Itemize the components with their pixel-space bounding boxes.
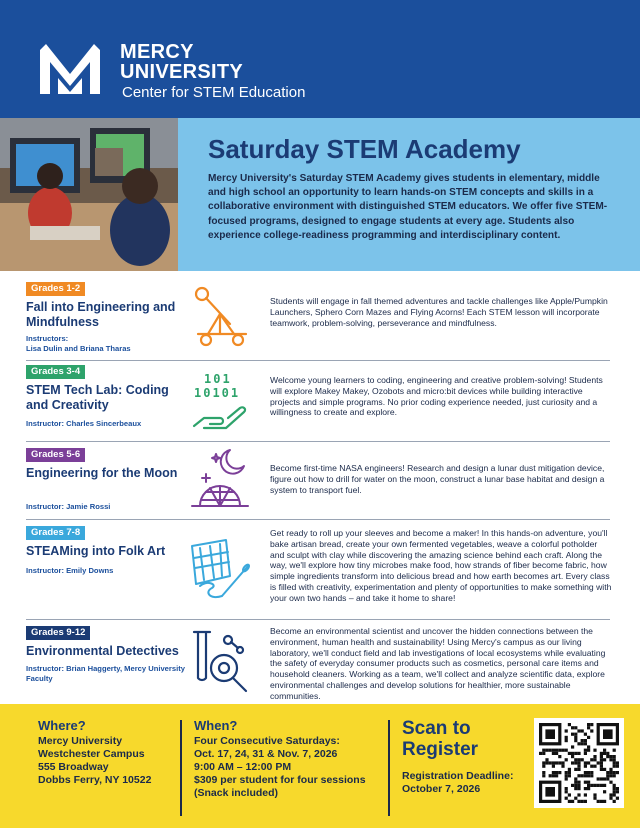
register-column [402,718,513,796]
when-heading: When? [194,718,238,733]
scan-title-line2: Register [402,739,479,760]
program-description-2: Welcome young learners to coding, engineering and creative problem-solving! Students will explore Makey Makey, Ozobots and micro:bit devices while building interactive projects and simple programs. No prior coding experience needed, just curiosity and a willingness to create and explore. [270,375,603,418]
where-line: 555 Broadway [38,761,109,773]
when-line: 9:00 AM – 12:00 PM [194,761,292,773]
program-instructor-3: Instructor: Jamie Rossi [26,502,111,511]
academy-title: Saturday STEM Academy [208,134,521,164]
grade-badge-5: Grades 9-12 [26,626,90,640]
program-title-3: Engineering for the Moon [26,466,178,480]
when-line: (Snack included) [194,787,279,799]
program-description-4: Get ready to roll up your sleeves and become a maker! In this hands-on adventure, you'll bake artisan bread, create your own fermented vegetables, weave a colorful potholder and sculpt with clay while discovering the amazing science behind each craft. Along the way, we'll explore how tiny microbes make food, how strands of fiber become fabric, how simple ingredients transform into delicious bread and how earth becomes art. Every class is filled with creativity, experimentation and plenty of opportunities to make something with your own two hands – and take it home to share! [270,528,612,603]
footer-separator [180,720,182,816]
university-name [120,42,243,82]
test-tube-magnifier-icon [186,628,254,696]
where-line: Dobbs Ferry, NY 10522 [38,774,152,786]
program-instructor-5: Instructor: Brian Haggerty, Mercy University Faculty [26,664,185,683]
when-line: $309 per student for four sessions [194,774,366,786]
university-name-line2: UNIVERSITY [120,61,244,83]
mercy-logo-icon [38,40,102,96]
deadline-date: October 7, 2026 [402,783,481,795]
academy-description: Mercy University's Saturday STEM Academy gives students in elementary, middle and high school an opportunity to learn hands-on STEM concepts and skills in a collaborative environment with distinguished STEM educators. We offer five STEM-focused programs, designed to engage students at every age. Students also experience college-readiness programming and interdisciplinary content. [208,173,608,241]
grade-badge-1: Grades 1-2 [26,282,85,296]
students-photo [0,118,178,271]
binary-hand-icon [186,370,254,438]
divider [26,519,610,520]
grade-badge-2: Grades 3-4 [26,365,85,379]
where-column [38,718,151,787]
header-banner [0,0,640,118]
program-description-1: Students will engage in fall themed adventures and tackle challenges like Apple/Pumpkin Launchers, Sphero Corn Mazes and Flying Acorns! Each STEM lesson will incorporate teamwork, problem-solving, perseverance and mindfulness. [270,296,608,328]
grade-badge-4: Grades 7-8 [26,526,85,540]
divider [26,441,610,442]
divider [26,619,610,620]
divider [26,360,610,361]
where-line: Westchester Campus [38,748,145,760]
deadline-label: Registration Deadline: [402,770,514,782]
where-heading: Where? [38,718,86,733]
fabric-needle-icon [186,536,254,604]
program-title-1: Fall into Engineering and Mindfulness [26,300,176,329]
when-column [194,718,366,800]
qr-code-icon[interactable] [534,718,624,808]
program-instructor-names-1: Lisa Dulin and Briana Tharas [26,344,131,353]
where-line: Mercy University [38,735,123,747]
when-line: Oct. 17, 24, 31 & Nov. 7, 2026 [194,748,338,760]
hero-section [0,118,640,271]
program-description-5: Become an environmental scientist and uncover the hidden connections between the environment, human health and sustainability! Using Mercy's campus as our living laboratory, we'll conduct field and lab investigations of local ecosystems while evaluating the safety of everyday consumer products such as cosmetics, personal care items and household cleaners. Working as a team, we'll collect and analyze scientific data, explore environmental challenges and develop solutions for healthier, more sustainable communities. [270,626,606,701]
when-line: Four Consecutive Saturdays: [194,735,340,747]
program-instructor-label-1: Instructors: [26,334,69,343]
binary-text-2: 10101 [194,386,241,400]
program-title-5: Environmental Detectives [26,644,179,658]
program-instructor-1 [26,334,191,354]
program-description-3: Become first-time NASA engineers! Research and design a lunar dust mitigation device, figure out how to drill for water on the moon, construct a lunar base habitat and design a system to transport fuel. [270,463,605,495]
scan-title-line1: Scan to [402,718,471,739]
university-name-line1: MERCY [120,41,194,63]
binary-text-1: 101 [204,372,232,386]
program-instructor-2: Instructor: Charles Sincerbeaux [26,419,142,428]
program-title-4: STEAMing into Folk Art [26,544,166,558]
grade-badge-3: Grades 5-6 [26,448,85,462]
program-instructor-4: Instructor: Emily Downs [26,566,114,575]
center-name: Center for STEM Education [122,84,306,101]
moon-dome-icon [186,446,254,514]
program-title-2: STEM Tech Lab: Coding and Creativity [26,383,169,412]
footer-separator [388,720,390,816]
catapult-icon [186,284,254,352]
